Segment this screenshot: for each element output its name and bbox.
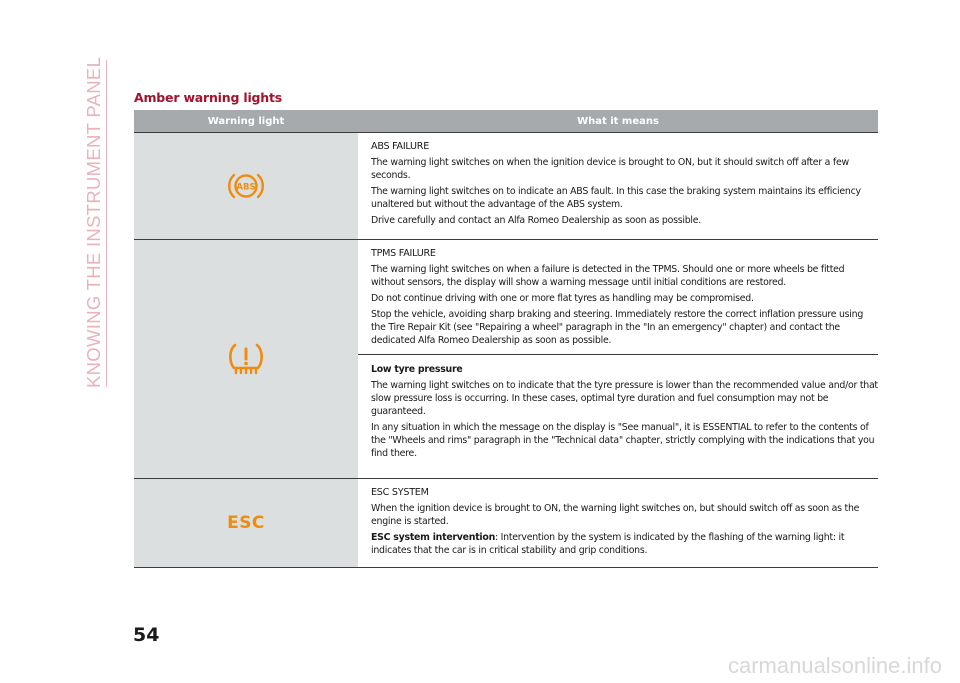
header-warning-light: Warning light [207, 115, 285, 127]
tpms-sub-separator [358, 354, 878, 355]
chapter-side-line [106, 60, 107, 387]
table-row-tpms [134, 239, 878, 478]
svg-text:ABS: ABS [236, 182, 256, 193]
chapter-side-title: KNOWING THE INSTRUMENT PANEL [83, 56, 104, 388]
abs-warning-icon [226, 170, 266, 202]
esc-warning-icon: ESC [227, 513, 265, 533]
abs-para-1: The warning light switches on when the ignition device is brought to ON, but it should switch off after a few seconds. [371, 157, 849, 181]
site-watermark: carmanualsonline.info [727, 653, 942, 678]
table-row-abs [134, 132, 878, 239]
esc-para-1: When the ignition device is brought to ON, the warning light switches on, but should switch off as soon as the engine is started. [371, 503, 860, 527]
abs-para-3: Drive carefully and contact an Alfa Romeo Dealership as soon as possible. [371, 215, 702, 226]
abs-title: ABS FAILURE [371, 141, 430, 152]
abs-para-2: The warning light switches on to indicate an ABS fault. In this case the braking system maintains its efficiency unaltered but without the advantage of the ABS system. [371, 186, 861, 210]
esc-intervention-text: : Intervention by the system is indicated by the flashing of the warning light: it indicates that the car is in critical stability and grip conditions. [371, 532, 845, 556]
table-row-esc [134, 478, 878, 568]
description-abs [358, 133, 878, 239]
icon-cell-tpms [134, 240, 358, 478]
tpms-para-1: The warning light switches on when a failure is detected in the TPMS. Should one or more wheels be fitted without sensors, the display will show a warning message until initial conditions are restored. [371, 264, 845, 288]
tpms-para-2: Do not continue driving with one or more flat tyres as handling may be compromised. [371, 293, 754, 304]
warning-lights-table [134, 110, 878, 568]
icon-cell-esc [134, 479, 358, 567]
tpms-warning-icon [226, 341, 266, 377]
tpms-para-3: Stop the vehicle, avoiding sharp braking and steering. Immediately restore the correct inflation pressure using the Tire Repair Kit (see "Repairing a wheel" paragraph in the "In an emergency" chapter) and contact the dedicated Alfa Romeo Dealership as soon as possible. [371, 309, 864, 346]
low-tyre-pressure-title: Low tyre pressure [371, 364, 463, 375]
esc-title: ESC SYSTEM [371, 487, 429, 498]
header-what-it-means: What it means [577, 115, 659, 127]
esc-para-2 [371, 531, 878, 557]
esc-intervention-label: ESC system intervention [371, 532, 495, 543]
page-number: 54 [133, 624, 160, 646]
icon-cell-abs [134, 133, 358, 239]
table-header [134, 110, 878, 132]
description-tpms [358, 240, 878, 478]
low-tyre-para-2: In any situation in which the message on the display is "See manual", it is ESSENTIAL to refer to the contents of the "Wheels and rims" paragraph in the "Technical data" chapter, strictly complying with the indications that you find there. [371, 422, 875, 459]
description-esc [358, 479, 878, 567]
low-tyre-para-1: The warning light switches on to indicate that the tyre pressure is lower than the recommended value and/or that slow pressure loss is occurring. In these cases, optimal tyre duration and fuel consumption may not be guaranteed. [371, 380, 878, 417]
section-title: Amber warning lights [134, 90, 283, 105]
tpms-title: TPMS FAILURE [371, 248, 436, 259]
